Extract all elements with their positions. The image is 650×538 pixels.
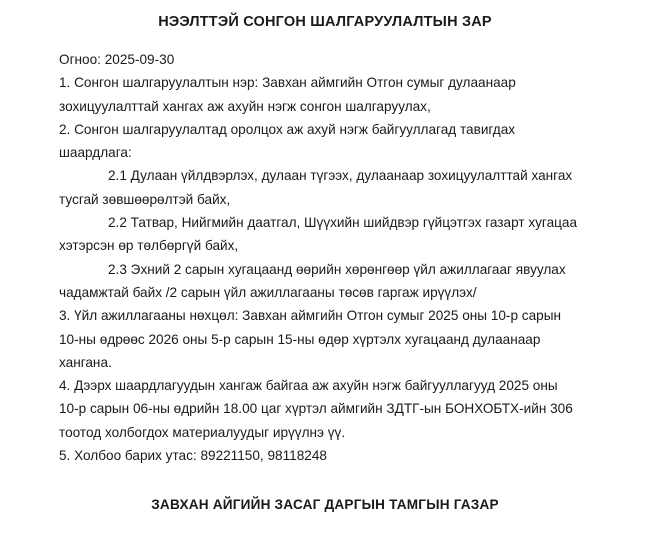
item-4-line-3: тоотод холбогдох материалуудыг ирүүлнэ үү.: [59, 424, 346, 440]
announcement-title: НЭЭЛТТЭЙ СОНГОН ШАЛГАРУУЛАЛТЫН ЗАР: [158, 14, 492, 30]
item-2-3-line-1: 2.3 Эхний 2 сарын хугацаанд өөрийн хөрөнгөөр үйл ажиллагааг явуулах: [108, 261, 566, 277]
item-2-2-line-1: 2.2 Татвар, Нийгмийн даатгал, Шүүхийн шийдвэр гүйцэтгэх газарт хугацаа: [108, 215, 578, 231]
item-2-1-line-1: 2.1 Дулаан үйлдвэрлэх, дулаан түгээх, дулаанаар зохицуулалттай хангах: [108, 168, 573, 184]
item-2-line-1: 2. Сонгон шалгаруулалтад оролцох аж ахуй нэгж байгууллагад тавигдах: [59, 121, 516, 137]
item-2-2-line-2: хэтэрсэн өр төлбөргүй байх,: [59, 238, 239, 254]
item-2-3-line-2: чадамжтай байх /2 сарын үйл ажиллагааны төсөв гаргаж ирүүлэх/: [59, 284, 477, 300]
item-3-line-2: 10-ны өдрөөс 2026 оны 5-р сарын 15-ны өдөр хүртэлх хугацаанд дулаанаар: [59, 331, 541, 347]
item-2-1-line-2: тусгай зөвшөөрөлтэй байх,: [59, 191, 231, 207]
issuer-signature: ЗАВХАН АЙГИЙН ЗАСАГ ДАРГЫН ТАМГЫН ГАЗАР: [151, 497, 499, 512]
item-4-line-2: 10-р сарын 06-ны өдрийн 18.00 цаг хүртэл аймгийн ЗДТГ-ын БОНХОБТХ-ийн 306: [59, 401, 573, 417]
announcement-body: [59, 48, 619, 467]
item-4-line-1: 4. Дээрх шаардлагуудын хангаж байгаа аж ахуйн нэгж байгууллагууд 2025 оны: [59, 378, 558, 394]
item-1-line-1: 1. Сонгон шалгаруулалтын нэр: Завхан аймгийн Отгон сумыг дулаанаар: [59, 75, 516, 91]
item-2-line-2: шаардлага:: [59, 145, 132, 161]
date-line: Огноо: 2025-09-30: [59, 52, 175, 67]
item-1-line-2: зохицуулалттай хангах аж ахуйн нэгж сонгон шалгаруулах,: [59, 98, 431, 114]
item-3-line-3: хангана.: [59, 354, 112, 370]
item-5-line-1: 5. Холбоо барих утас: 89221150, 98118248: [59, 448, 327, 464]
item-3-line-1: 3. Үйл ажиллагааны нөхцөл: Завхан аймгийн Отгон сумыг 2025 оны 10-р сарын: [59, 308, 561, 324]
